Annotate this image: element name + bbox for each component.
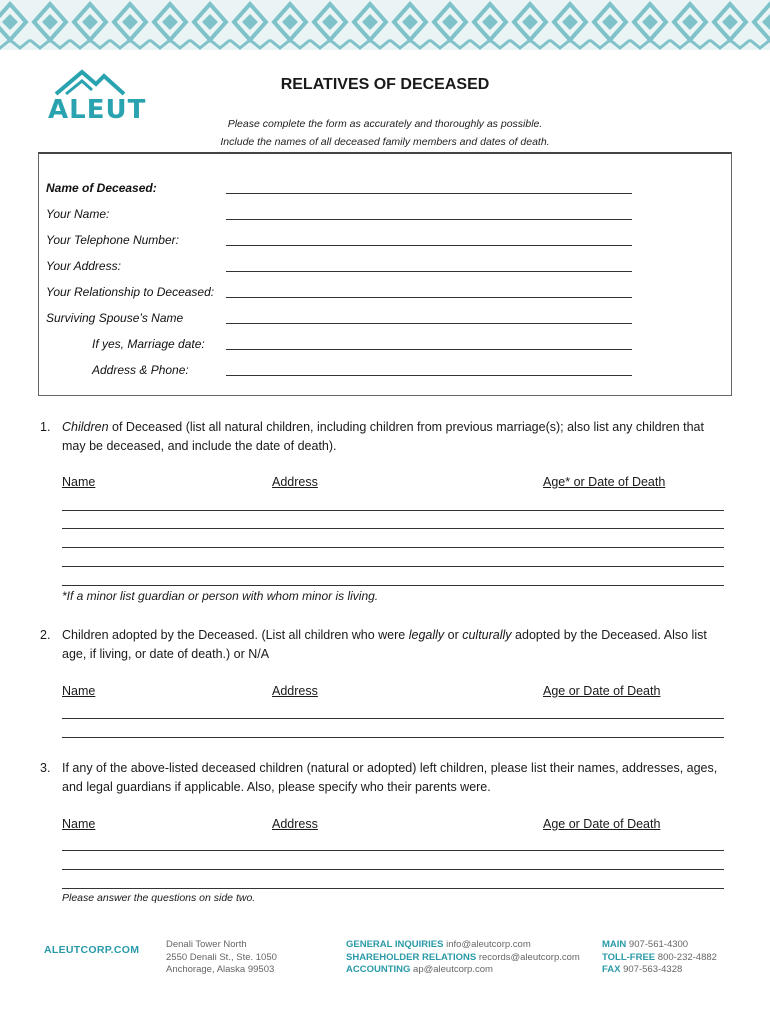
footer-contacts [346, 939, 580, 977]
pattern-tile [430, 4, 470, 48]
column-header: Address [272, 817, 318, 831]
question-text-part: culturally [462, 628, 512, 642]
phone-label: MAIN [602, 939, 627, 950]
pattern-tile [710, 4, 750, 48]
answer-line[interactable] [62, 585, 724, 586]
question-text-part: or [444, 628, 463, 642]
pattern-tile [270, 4, 310, 48]
address-line: Anchorage, Alaska 99503 [166, 964, 275, 975]
question-number: 2. [40, 628, 51, 642]
logo-wordmark: ALEUT [48, 95, 147, 125]
pattern-tile [510, 4, 550, 48]
phone-number: 907-563-4328 [623, 964, 683, 975]
field-input-line[interactable] [226, 193, 632, 194]
pattern-tile [470, 4, 510, 48]
phone-number: 800-232-4882 [657, 951, 717, 963]
answer-line[interactable] [62, 888, 724, 889]
pattern-tile [310, 4, 350, 48]
pattern-tile [30, 4, 70, 48]
column-header: Age or Date of Death [543, 817, 661, 831]
field-input-line[interactable] [226, 297, 632, 298]
column-header: Address [272, 475, 318, 489]
pattern-tile [110, 4, 150, 48]
question-number: 1. [40, 420, 51, 434]
contact-email[interactable]: ap@aleutcorp.com [413, 964, 493, 975]
address-line: Denali Tower North [166, 939, 247, 950]
pattern-tile [670, 4, 710, 48]
decorative-pattern-banner [0, 0, 770, 50]
pattern-tile [750, 4, 770, 48]
page-title: RELATIVES OF DECEASED [280, 76, 490, 93]
field-input-line[interactable] [226, 271, 632, 272]
question-text-part: adopted by the Deceased. Also list age, if living, or date of death.) or N/A [62, 628, 707, 661]
field-label: Your Address: [46, 259, 121, 273]
answer-line[interactable] [62, 510, 724, 511]
phone-row [602, 952, 717, 965]
phone-row [602, 964, 717, 977]
answer-line[interactable] [62, 737, 724, 738]
pattern-tile [550, 4, 590, 48]
column-header: Name [62, 475, 96, 489]
pattern-tile [230, 4, 270, 48]
column-header: Name [62, 684, 96, 698]
contact-label: SHAREHOLDER RELATIONS [346, 951, 477, 963]
question-text [62, 626, 730, 664]
contact-row [346, 952, 580, 965]
field-label: Address & Phone: [92, 363, 189, 377]
answer-line[interactable] [62, 869, 724, 870]
phone-number: 907-561-4300 [628, 939, 689, 950]
minor-note: *If a minor list guardian or person with whom minor is living. [62, 589, 379, 603]
instruction-line-2: Include the names of all deceased family members and dates of death. [220, 136, 550, 148]
answer-line[interactable] [62, 528, 724, 529]
pattern-tile [0, 4, 30, 48]
pattern-graphic [0, 0, 770, 50]
question-text [62, 759, 730, 797]
address-line: 2550 Denali St., Ste. 1050 [166, 951, 277, 963]
phone-label: TOLL-FREE [602, 951, 656, 963]
pattern-tile [70, 4, 110, 48]
field-label: Your Name: [46, 207, 110, 221]
field-input-line[interactable] [226, 375, 632, 376]
field-input-line[interactable] [226, 323, 632, 324]
answer-line[interactable] [62, 850, 724, 851]
pattern-tile [590, 4, 630, 48]
column-header: Name [62, 817, 96, 831]
field-input-line[interactable] [226, 219, 632, 220]
contact-row [346, 964, 580, 977]
field-label: If yes, Marriage date: [92, 337, 205, 351]
field-label: Surviving Spouse’s Name [46, 311, 184, 325]
phone-row [602, 939, 717, 952]
column-header: Address [272, 684, 318, 698]
side-two-note: Please answer the questions on side two. [62, 892, 256, 904]
pattern-tile [190, 4, 230, 48]
pattern-tile [150, 4, 190, 48]
answer-line[interactable] [62, 566, 724, 567]
footer-address [166, 939, 277, 977]
contact-row [346, 939, 580, 952]
pattern-tile [390, 4, 430, 48]
answer-line[interactable] [62, 547, 724, 548]
question-number: 3. [40, 761, 51, 775]
field-label: Your Relationship to Deceased: [46, 285, 215, 299]
contact-email[interactable]: records@aleutcorp.com [478, 951, 580, 963]
footer-phones [602, 939, 717, 977]
column-header: Age* or Date of Death [543, 475, 666, 489]
phone-label: FAX [602, 964, 621, 975]
contact-email[interactable]: info@aleutcorp.com [446, 939, 531, 950]
field-label: Your Telephone Number: [46, 233, 179, 247]
answer-line[interactable] [62, 718, 724, 719]
instruction-line-1: Please complete the form as accurately and thoroughly as possible. [227, 118, 543, 130]
question-text-part: If any of the above-listed deceased children (natural or adopted) left children, please list their names, addresses, ages, and legal guardians if applicable. Also, please specify who their parents were. [62, 761, 718, 794]
footer-website[interactable]: ALEUTCORP.COM [44, 944, 140, 956]
question-text-part: Children [62, 420, 109, 434]
contact-label: ACCOUNTING [346, 964, 411, 975]
contact-label: GENERAL INQUIRIES [346, 939, 444, 950]
field-label: Name of Deceased: [46, 181, 157, 195]
column-header: Age or Date of Death [543, 684, 661, 698]
field-input-line[interactable] [226, 349, 632, 350]
footer [0, 936, 770, 996]
question-text [62, 418, 730, 456]
question-text-part: Children adopted by the Deceased. (List all children who were [62, 628, 409, 642]
pattern-tile [630, 4, 670, 48]
field-input-line[interactable] [226, 245, 632, 246]
question-text-part: of Deceased (list all natural children, including children from previous marriage(s); also list any children that may be deceased, and include the date of death). [62, 420, 704, 453]
question-text-part: legally [408, 628, 445, 642]
pattern-tile [350, 4, 390, 48]
